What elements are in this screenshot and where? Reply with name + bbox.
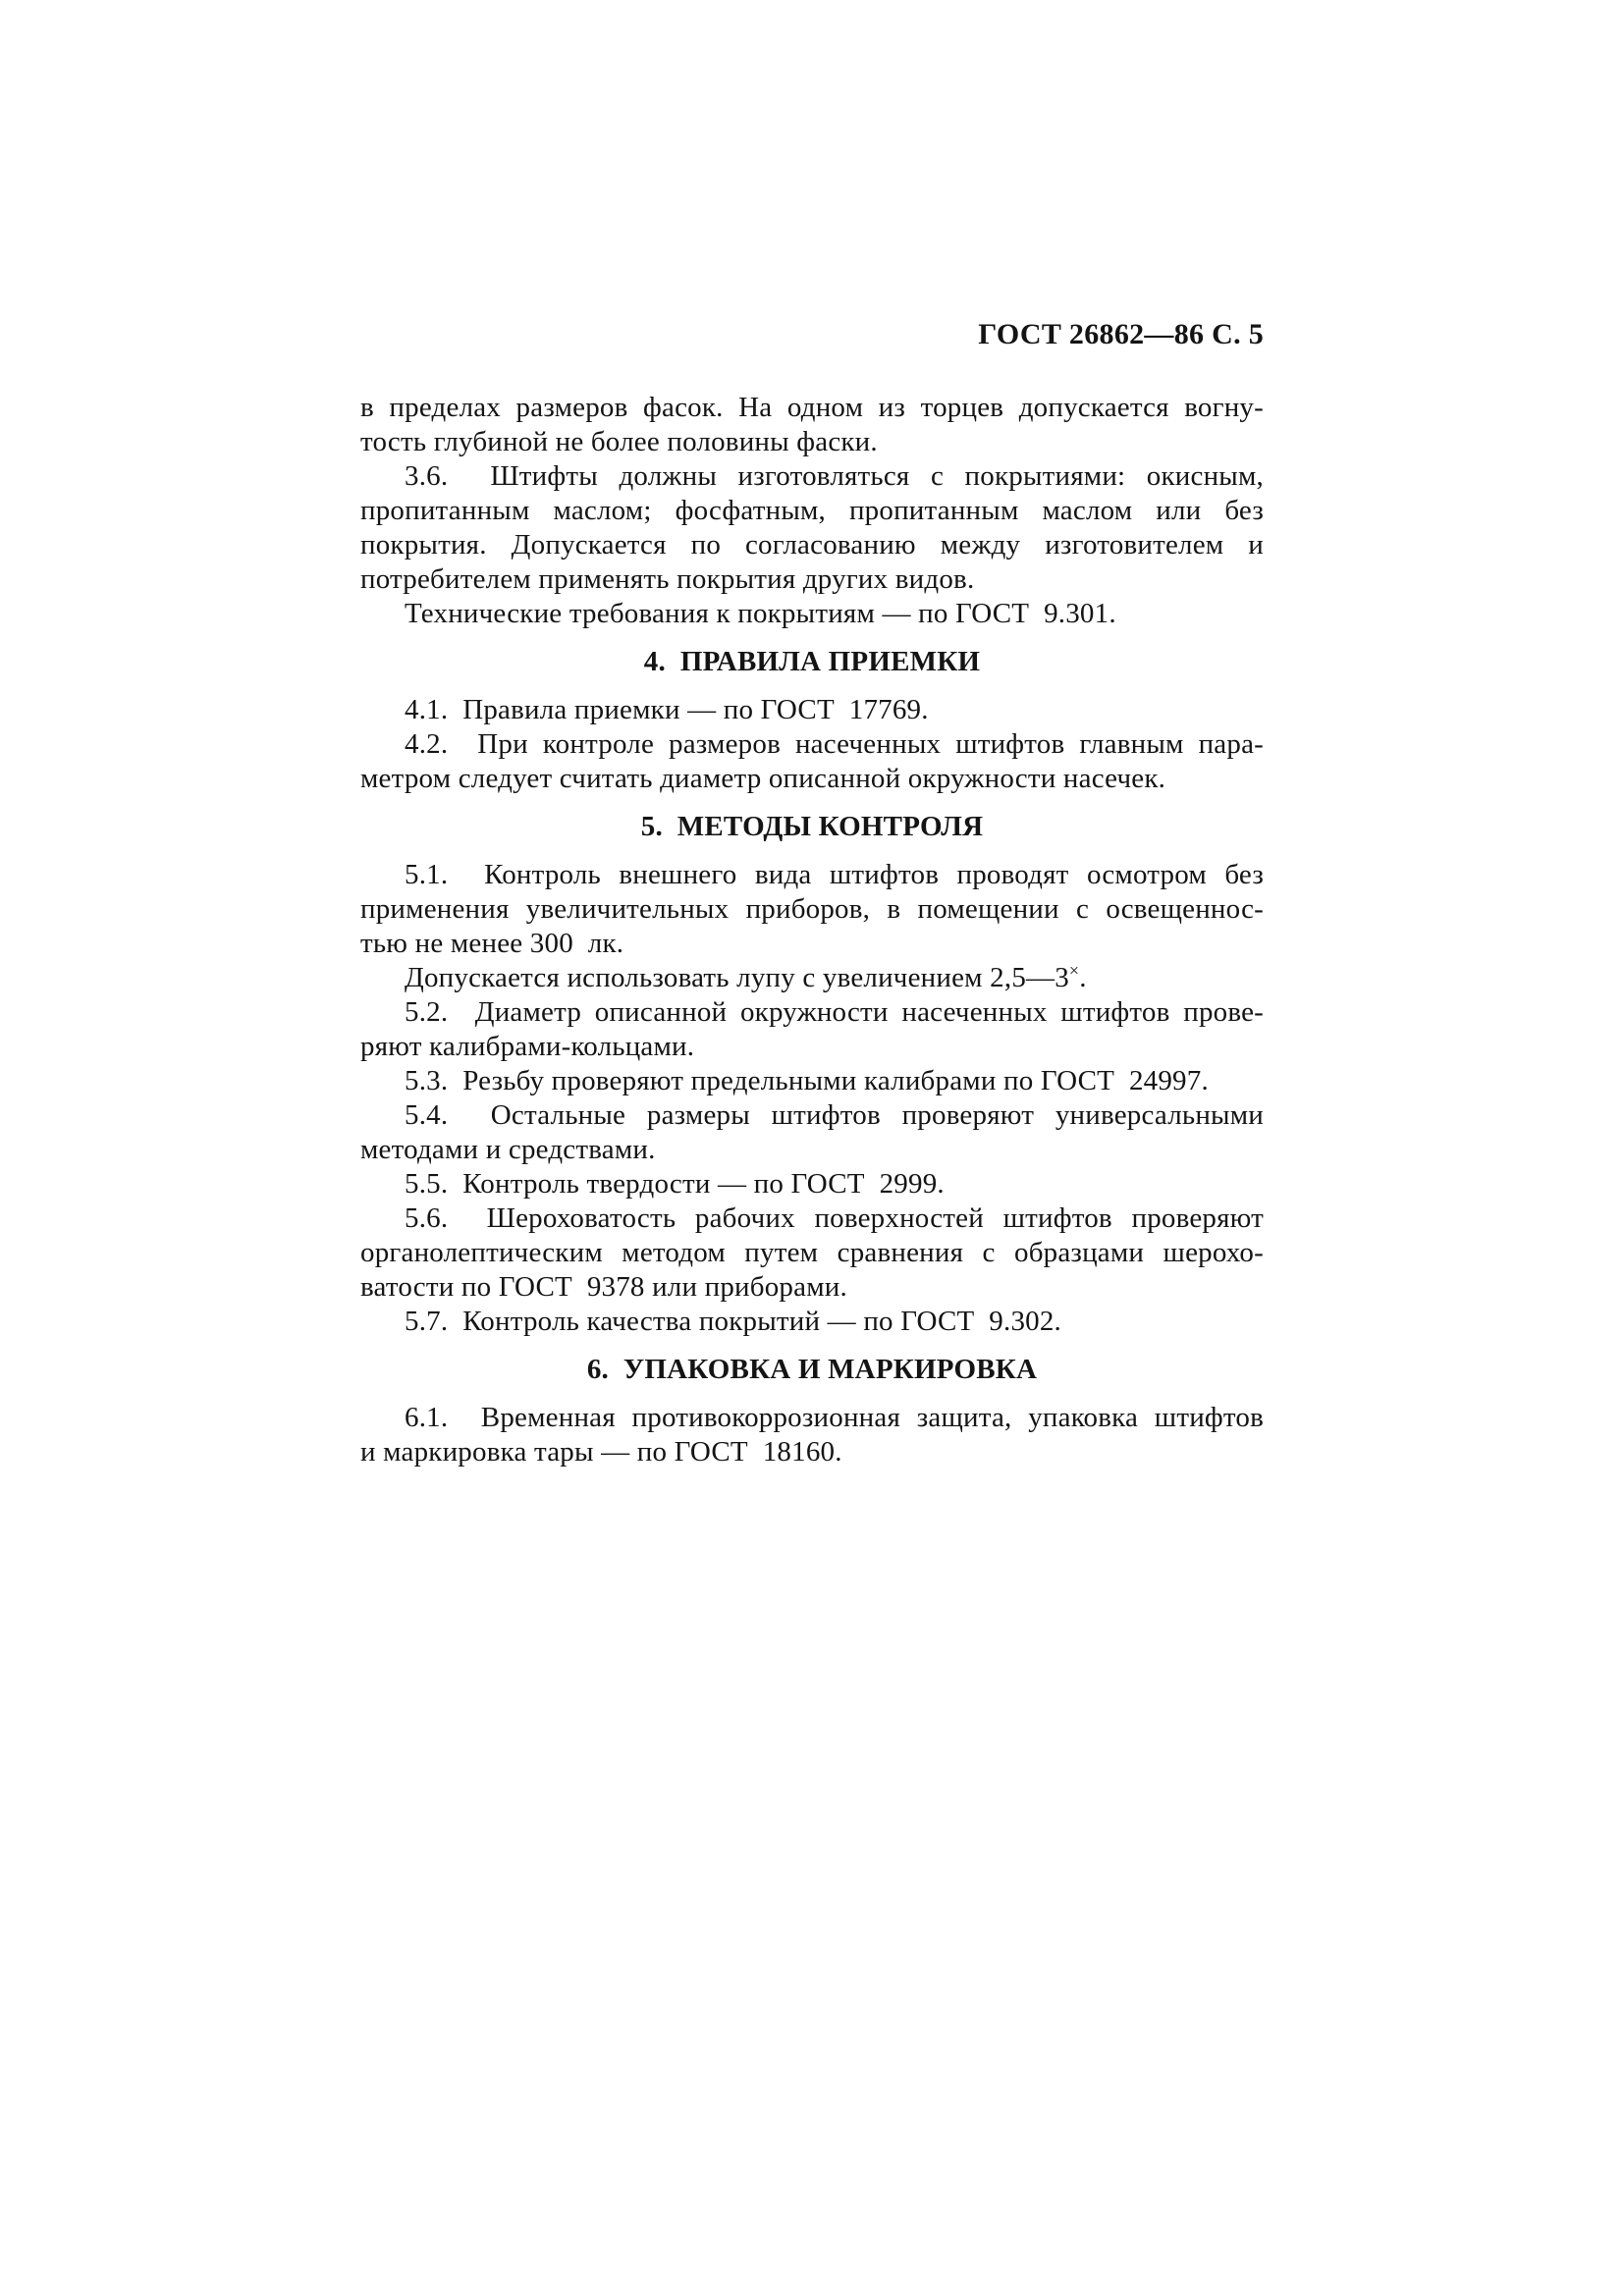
text-line: в пределах размеров фасок. На одном из торцев допускается вогну- [360,392,1264,423]
paragraph [360,858,1264,961]
paragraph [360,961,1264,995]
paragraph [360,693,1264,727]
text-span: . [1079,962,1087,993]
text-line: применения увеличительных приборов, в помещении с освещеннос- [360,893,1264,925]
paragraph [360,1167,1264,1201]
text-line: ряют калибрами-кольцами. [360,1031,695,1062]
text-line: 5.4. Остальные размеры штифтов проверяют универсальными [405,1099,1264,1131]
text-line: органолептическим методом путем сравнения с образцами шерохо- [360,1237,1264,1268]
text-line: 5.2. Диаметр описанной окружности насеченных штифтов прове- [405,996,1264,1028]
paragraph [360,459,1264,597]
text-line: 5.1. Контроль внешнего вида штифтов проводят осмотром без [405,859,1264,890]
paragraph [360,995,1264,1064]
text-line: тью не менее 300 лк. [360,928,624,959]
text-line: 5.6. Шероховатость рабочих поверхностей штифтов проверяют [405,1202,1264,1234]
text-line: тость глубиной не более половины фаски. [360,426,878,457]
paragraph [360,391,1264,459]
text-line: 5.5. Контроль твердости — по ГОСТ 2999. [405,1168,945,1200]
paragraph [360,1064,1264,1098]
text-line: 4.2. При контроле размеров насеченных штифтов главным пара- [405,728,1264,760]
text-line: потребителем применять покрытия других видов. [360,563,975,595]
text-line: Технические требования к покрытиям — по ГОСТ 9.301. [405,598,1116,629]
paragraph [360,1401,1264,1469]
paragraph [360,1305,1264,1339]
document-body [360,391,1264,1469]
paragraph [360,727,1264,796]
text-line: ватости по ГОСТ 9378 или приборами. [360,1271,847,1303]
text-line: метром следует считать диаметр описанной окружности насечек. [360,763,1166,794]
text-line: покрытия. Допускается по согласованию между изготовителем и [360,529,1264,561]
section-heading: 6. УПАКОВКА И МАРКИРОВКА [586,1354,1038,1385]
text-line: 5.7. Контроль качества покрытий — по ГОСТ 9.302. [405,1306,1061,1337]
text-line: и маркировка тары — по ГОСТ 18160. [360,1436,842,1468]
paragraph [360,1201,1264,1305]
section-heading: 5. МЕТОДЫ КОНТРОЛЯ [640,811,984,842]
text-span: Допускается использовать лупу с увеличением 2,5—3 [405,962,1069,993]
text-line: 4.1. Правила приемки — по ГОСТ 17769. [405,694,929,725]
page-header: ГОСТ 26862—86 С. 5 [978,318,1264,350]
text-line [360,961,1264,995]
superscript: × [1068,960,1080,981]
paragraph [360,1098,1264,1167]
text-line: методами и средствами. [360,1134,656,1165]
paragraph [360,597,1264,631]
section-heading: 4. ПРАВИЛА ПРИЕМКИ [643,646,981,677]
text-line: пропитанным маслом; фосфатным, пропитанным маслом или без [360,495,1264,526]
text-line: 3.6. Штифты должны изготовляться с покрытиями: окисным, [405,460,1264,492]
text-line: 6.1. Временная противокоррозионная защита, упаковка штифтов [405,1402,1264,1433]
text-line: 5.3. Резьбу проверяют предельными калибрами по ГОСТ 24997. [405,1065,1209,1096]
